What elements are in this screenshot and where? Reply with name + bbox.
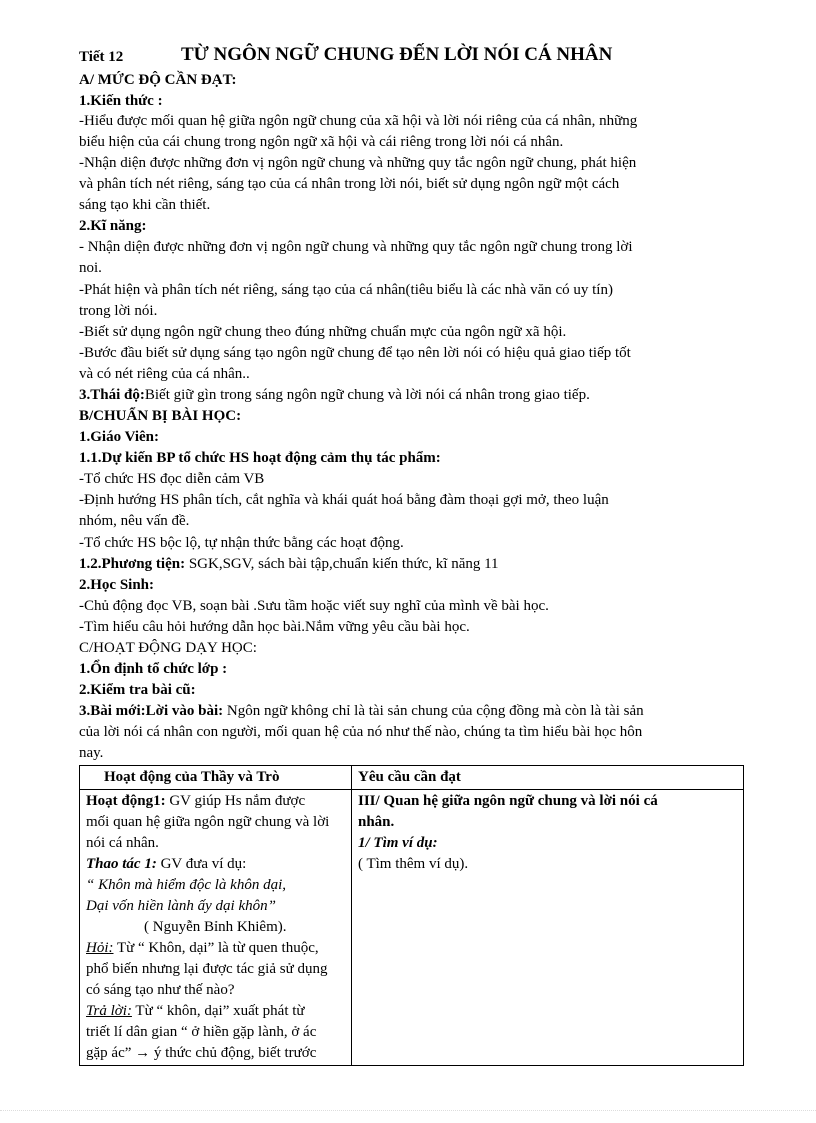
means-label: 1.2.Phương tiện: xyxy=(79,556,186,572)
answer-text: Từ “ khôn, dại” xuất phát từ xyxy=(131,1003,305,1019)
header-requirements: Yêu cầu cần đạt xyxy=(352,766,744,790)
student-heading: 2.Học Sinh: xyxy=(79,577,155,593)
teacher-heading: 1.Giáo Viên: xyxy=(79,429,160,445)
operation-line xyxy=(86,854,345,875)
attitude-text: Biết giữ gìn trong sáng ngôn ngữ chung và lời nói cá nhân trong giao tiếp. xyxy=(144,387,590,403)
plan-heading: 1.1.Dự kiến BP tổ chức HS hoạt động cảm thụ tác phẩm: xyxy=(79,450,441,466)
check-heading: 2.Kiểm tra bài cũ: xyxy=(79,682,196,698)
answer-line-1 xyxy=(86,1001,345,1022)
requirement-heading-2: nhân. xyxy=(358,814,395,830)
section-a-heading: A/ MỨC ĐỘ CẦN ĐẠT: xyxy=(79,72,237,88)
knowledge-line-5: sáng tạo khi cần thiết. xyxy=(79,197,211,213)
answer-line-2: triết lí dân gian “ ở hiền gặp lành, ở ác xyxy=(86,1024,317,1040)
poem-line-2: Dại vốn hiền lành ấy dại khôn” xyxy=(86,898,276,914)
means-line xyxy=(79,554,499,575)
activity-line-2: mối quan hệ giữa ngôn ngữ chung và lời xyxy=(86,814,330,830)
requirement-subheading: 1/ Tìm ví dụ: xyxy=(358,835,438,851)
plan-line-3: nhóm, nêu vấn đề. xyxy=(79,513,190,529)
question-line-2: phổ biến nhưng lại được tác giả sử dụng xyxy=(86,961,328,977)
table-row xyxy=(80,790,744,1066)
student-line-2: -Tìm hiểu câu hỏi hướng dẫn học bài.Nắm vững yêu cầu bài học. xyxy=(79,619,470,635)
new-lesson-line-2: của lời nói cá nhân con người, mối quan hệ của nó như thế nào, chúng ta tìm hiểu bài học hôn xyxy=(79,724,643,740)
activity-line-3: nói cá nhân. xyxy=(86,835,159,851)
skills-line-2: noi. xyxy=(79,260,102,276)
means-text: SGK,SGV, sách bài tập,chuẩn kiến thức, kĩ năng 11 xyxy=(185,556,499,572)
requirement-heading-1: III/ Quan hệ giữa ngôn ngữ chung và lời nói cá xyxy=(358,793,658,809)
new-lesson-line-3: nay. xyxy=(79,745,104,761)
activity-label: Hoạt động1: xyxy=(86,793,166,809)
skills-line-1: - Nhận diện được những đơn vị ngôn ngữ chung và những quy tắc ngôn ngữ chung trong lời xyxy=(79,239,633,255)
skills-line-3: -Phát hiện và phân tích nét riêng, sáng tạo của cá nhân(tiêu biểu là các nhà văn có uy tín) xyxy=(79,282,613,298)
section-b-heading: B/CHUẨN BỊ BÀI HỌC: xyxy=(79,408,242,424)
new-lesson-line-1 xyxy=(79,701,644,722)
plan-line-1: -Tổ chức HS đọc diễn cảm VB xyxy=(79,471,265,487)
requirements-cell xyxy=(352,790,744,1066)
lesson-number: Tiết 12 xyxy=(79,49,124,65)
question-line-1 xyxy=(86,938,345,959)
section-c-heading: C/HOẠT ĐỘNG DẠY HỌC: xyxy=(79,640,257,656)
student-line-1: -Chủ động đọc VB, soạn bài .Sưu tầm hoặc viết suy nghĩ của mình về bài học. xyxy=(79,598,549,614)
question-text: Từ “ Khôn, dại” là từ quen thuộc, xyxy=(113,940,319,956)
activity-line-1 xyxy=(86,791,345,812)
skills-heading: 2.Kĩ năng: xyxy=(79,218,147,234)
header-activities: Hoạt động của Thầy và Trò xyxy=(80,766,352,790)
skills-line-7: và có nét riêng của cá nhân.. xyxy=(79,366,250,382)
answer-label: Trả lời: xyxy=(86,1003,132,1019)
page-title: TỪ NGÔN NGỮ CHUNG ĐẾN LỜI NÓI CÁ NHÂN xyxy=(181,44,613,65)
knowledge-line-3: -Nhận diện được những đơn vị ngôn ngữ chung và những quy tắc ngôn ngữ chung, phát hiện xyxy=(79,155,637,171)
page-bottom-rule xyxy=(0,1110,816,1111)
lesson-table xyxy=(79,765,744,1066)
operation-label: Thao tác 1: xyxy=(86,856,157,872)
title-row xyxy=(79,44,779,70)
plan-line-2: -Định hướng HS phân tích, cắt nghĩa và khái quát hoá bằng đàm thoại gợi mở, theo luận xyxy=(79,492,609,508)
question-line-3: có sáng tạo như thế nào? xyxy=(86,982,235,998)
plan-line-4: -Tổ chức HS bộc lộ, tự nhận thức bằng các hoạt động. xyxy=(79,535,404,551)
question-label: Hỏi: xyxy=(86,940,114,956)
operation-text: GV đưa ví dụ: xyxy=(156,856,247,872)
attitude-label: 3.Thái độ: xyxy=(79,387,145,403)
new-lesson-label: 3.Bài mới:Lời vào bài: xyxy=(79,703,224,719)
knowledge-line-2: biểu hiện của cái chung trong ngôn ngữ xã hội và cái riêng trong lời nói cá nhân. xyxy=(79,134,564,150)
knowledge-line-4: và phân tích nét riêng, sáng tạo của cá nhân trong lời nói, biết sử dụng ngôn ngữ một cách xyxy=(79,176,620,192)
attitude-line xyxy=(79,385,590,406)
skills-line-5: -Biết sử dụng ngôn ngữ chung theo đúng những chuẩn mực của ngôn ngữ xã hội. xyxy=(79,324,567,340)
activity-text: GV giúp Hs nắm được xyxy=(165,793,306,809)
answer-line-3: gặp ác” → ý thức chủ động, biết trước xyxy=(86,1045,317,1061)
table-header-row xyxy=(80,766,744,790)
skills-line-4: trong lời nói. xyxy=(79,303,158,319)
new-lesson-text: Ngôn ngữ không chỉ là tài sản chung của cộng đồng mà còn là tài sản xyxy=(223,703,644,719)
activities-cell xyxy=(80,790,352,1066)
stabilize-heading: 1.Ổn định tổ chức lớp : xyxy=(79,661,228,677)
skills-line-6: -Bước đầu biết sử dụng sáng tạo ngôn ngữ chung để tạo nên lời nói có hiệu quả giao tiếp tốt xyxy=(79,345,631,361)
knowledge-line-1: -Hiểu được mối quan hệ giữa ngôn ngữ chung của xã hội và lời nói riêng của cá nhân, những xyxy=(79,113,638,129)
poem-author: ( Nguyễn Bỉnh Khiêm). xyxy=(144,919,287,935)
knowledge-heading: 1.Kiến thức : xyxy=(79,93,163,109)
requirement-note: ( Tìm thêm ví dụ). xyxy=(358,856,469,872)
poem-line-1: “ Khôn mà hiểm độc là khôn dại, xyxy=(86,877,286,893)
